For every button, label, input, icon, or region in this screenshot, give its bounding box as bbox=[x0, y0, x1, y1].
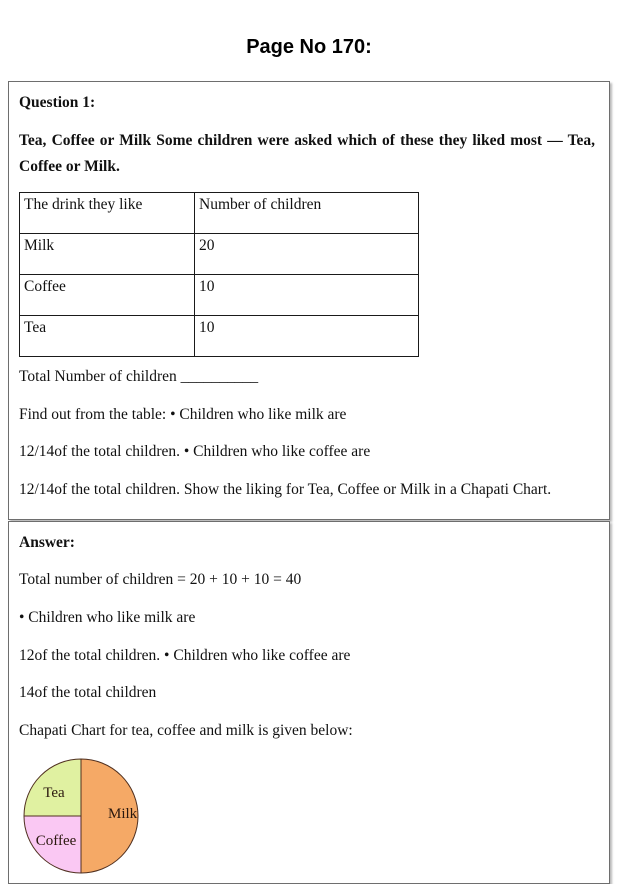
question-line: 12/14of the total children. • Children who like coffee are bbox=[19, 443, 371, 461]
table-row bbox=[20, 274, 419, 315]
total-children-line: Total Number of children __________ bbox=[19, 367, 259, 385]
answer-line: Total number of children = 20 + 10 + 10 = 40 bbox=[19, 571, 302, 589]
question-line: Find out from the table: • Children who like milk are bbox=[19, 405, 347, 423]
table-header-count: Number of children bbox=[195, 192, 419, 233]
question-heading: Question 1: bbox=[19, 94, 96, 111]
table-row bbox=[20, 315, 419, 356]
table-cell-count: 10 bbox=[195, 274, 419, 315]
chapati-chart bbox=[21, 756, 595, 881]
answer-line: 14of the total children bbox=[19, 684, 157, 702]
table-cell-count: 20 bbox=[195, 233, 419, 274]
table-cell-drink: Coffee bbox=[20, 274, 195, 315]
pie-label-milk: Milk bbox=[108, 805, 138, 822]
drinks-table bbox=[19, 192, 419, 357]
answer-line: 12of the total children. • Children who like coffee are bbox=[19, 646, 351, 664]
answer-line: Chapati Chart for tea, coffee and milk is given below: bbox=[19, 721, 353, 739]
table-header-row bbox=[20, 192, 419, 233]
pie-label-tea: Tea bbox=[43, 784, 65, 801]
question-section bbox=[8, 81, 610, 520]
answer-heading: Answer: bbox=[19, 533, 75, 551]
table-header-drink: The drink they like bbox=[20, 192, 195, 233]
question-intro-text: Tea, Coffee or Milk Some children were asked which of these they liked most — Tea, Coffee or Milk. bbox=[19, 131, 595, 176]
table-cell-count: 10 bbox=[195, 315, 419, 356]
pie-label-coffee: Coffee bbox=[35, 832, 77, 849]
answer-line: • Children who like milk are bbox=[19, 608, 196, 626]
pie-chart-svg bbox=[21, 756, 141, 876]
answer-section bbox=[8, 521, 610, 884]
table-cell-drink: Milk bbox=[20, 233, 195, 274]
page-title: Page No 170: bbox=[246, 36, 372, 58]
table-cell-drink: Tea bbox=[20, 315, 195, 356]
table-row bbox=[20, 233, 419, 274]
question-line: 12/14of the total children. Show the liking for Tea, Coffee or Milk in a Chapati Chart. bbox=[19, 480, 552, 498]
